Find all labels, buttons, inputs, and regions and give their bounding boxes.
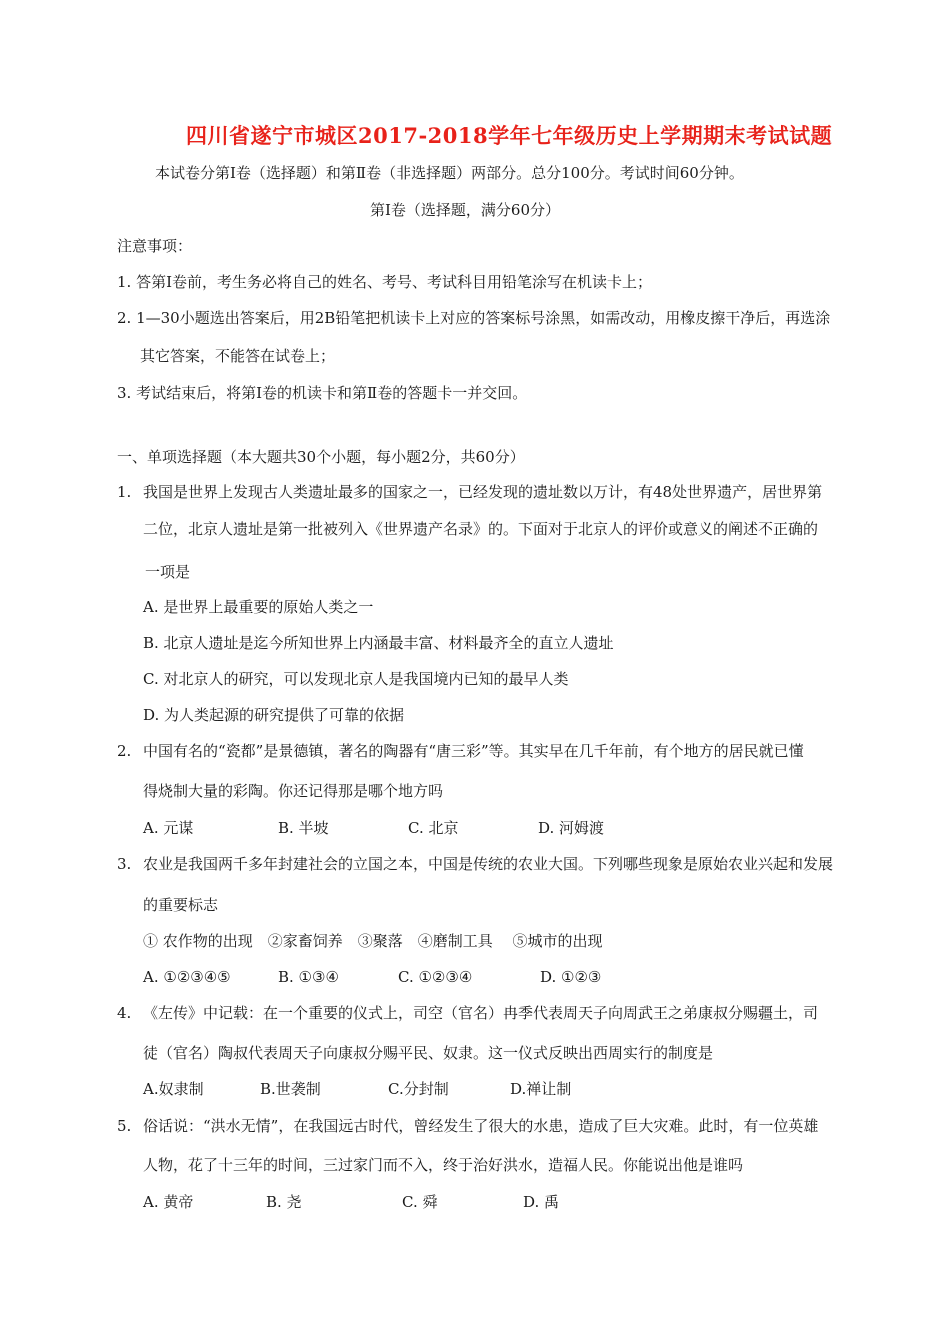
answer-option: A. 元谋	[143, 819, 194, 837]
section1-heading: 第Ⅰ卷（选择题，满分60分）	[370, 201, 561, 219]
question-text: 一项是	[145, 563, 191, 581]
answer-option: D.禅让制	[510, 1080, 572, 1098]
answer-option: B. ①③④	[278, 968, 339, 986]
question-text: 俗话说：“洪水无情”，在我国远古时代，曾经发生了很大的水患，造成了巨大灾难。此时，有一位英雄	[143, 1117, 819, 1135]
question-number: 5.	[117, 1117, 132, 1135]
answer-option: C. 对北京人的研究，可以发现北京人是我国境内已知的最早人类	[143, 670, 569, 688]
note-item: 3. 考试结束后，将第Ⅰ卷的机读卡和第Ⅱ卷的答题卡一并交回。	[117, 384, 528, 402]
answer-option: A. 黄帝	[143, 1193, 194, 1211]
question-text: 人物，花了十三年的时间，三过家门而不入，终于治好洪水，造福人民。你能说出他是谁吗	[143, 1156, 744, 1174]
answer-option: C.分封制	[388, 1080, 449, 1098]
question-number: 2.	[117, 742, 132, 760]
question-text: 中国有名的“瓷都”是景德镇，著名的陶器有“唐三彩”等。其实早在几千年前，有个地方的居民就已懂	[143, 742, 804, 760]
answer-option: A. 是世界上最重要的原始人类之一	[143, 598, 374, 616]
answer-option: D. 为人类起源的研究提供了可靠的依据	[143, 706, 405, 724]
question-text: 《左传》中记载：在一个重要的仪式上，司空（官名）冉季代表周天子向周武王之弟康叔分赐疆土，司	[143, 1004, 819, 1022]
question-text: 二位，北京人遗址是第一批被列入《世界遗产名录》的。下面对于北京人的评价或意义的阐述不正确的	[143, 520, 819, 538]
question-choices: ① 农作物的出现 ②家畜饲养 ③聚落 ④磨制工具 ⑤城市的出现	[143, 932, 603, 950]
document-title: 四川省遂宁市城区2017-2018学年七年级历史上学期期末考试试题	[186, 123, 833, 148]
question-text: 农业是我国两千多年封建社会的立国之本，中国是传统的农业大国。下列哪些现象是原始农业兴起和发展	[143, 855, 834, 873]
answer-option: A. ①②③④⑤	[143, 968, 231, 986]
exam-intro: 本试卷分第Ⅰ卷（选择题）和第Ⅱ卷（非选择题）两部分。总分100分。考试时间60分钟。	[155, 164, 744, 182]
answer-option: C. 舜	[402, 1193, 438, 1211]
answer-option: B. 北京人遗址是迄今所知世界上内涵最丰富、材料最齐全的直立人遗址	[143, 634, 614, 652]
answer-option: B. 尧	[266, 1193, 302, 1211]
answer-option: C. ①②③④	[398, 968, 473, 986]
notes-heading: 注意事项：	[117, 237, 193, 255]
answer-option: D. 禹	[523, 1193, 560, 1211]
answer-option: A.奴隶制	[143, 1080, 204, 1098]
note-item: 1. 答第Ⅰ卷前，考生务必将自己的姓名、考号、考试科目用铅笔涂写在机读卡上；	[117, 273, 653, 291]
note-item: 其它答案，不能答在试卷上；	[140, 347, 336, 365]
answer-option: C. 北京	[408, 819, 459, 837]
note-item: 2. 1—30小题选出答案后，用2B铅笔把机读卡上对应的答案标号涂黑，如需改动，用橡皮擦干净后，再选涂	[117, 309, 831, 327]
question-text: 得烧制大量的彩陶。你还记得那是哪个地方吗	[143, 782, 444, 800]
question-text: 徒（官名）陶叔代表周天子向康叔分赐平民、奴隶。这一仪式反映出西周实行的制度是	[143, 1044, 714, 1062]
question-text: 我国是世界上发现古人类遗址最多的国家之一，已经发现的遗址数以万计，有48处世界遗产，居世界第	[143, 483, 823, 501]
question-number: 4.	[117, 1004, 132, 1022]
question-text: 的重要标志	[143, 896, 219, 914]
answer-option: B. 半坡	[278, 819, 329, 837]
question-number: 3.	[117, 855, 132, 873]
answer-option: D. ①②③	[540, 968, 602, 986]
answer-option: B.世袭制	[260, 1080, 321, 1098]
answer-option: D. 河姆渡	[538, 819, 605, 837]
part1-heading: 一、单项选择题（本大题共30个小题，每小题2分，共60分）	[117, 448, 525, 466]
question-number: 1.	[117, 483, 132, 501]
